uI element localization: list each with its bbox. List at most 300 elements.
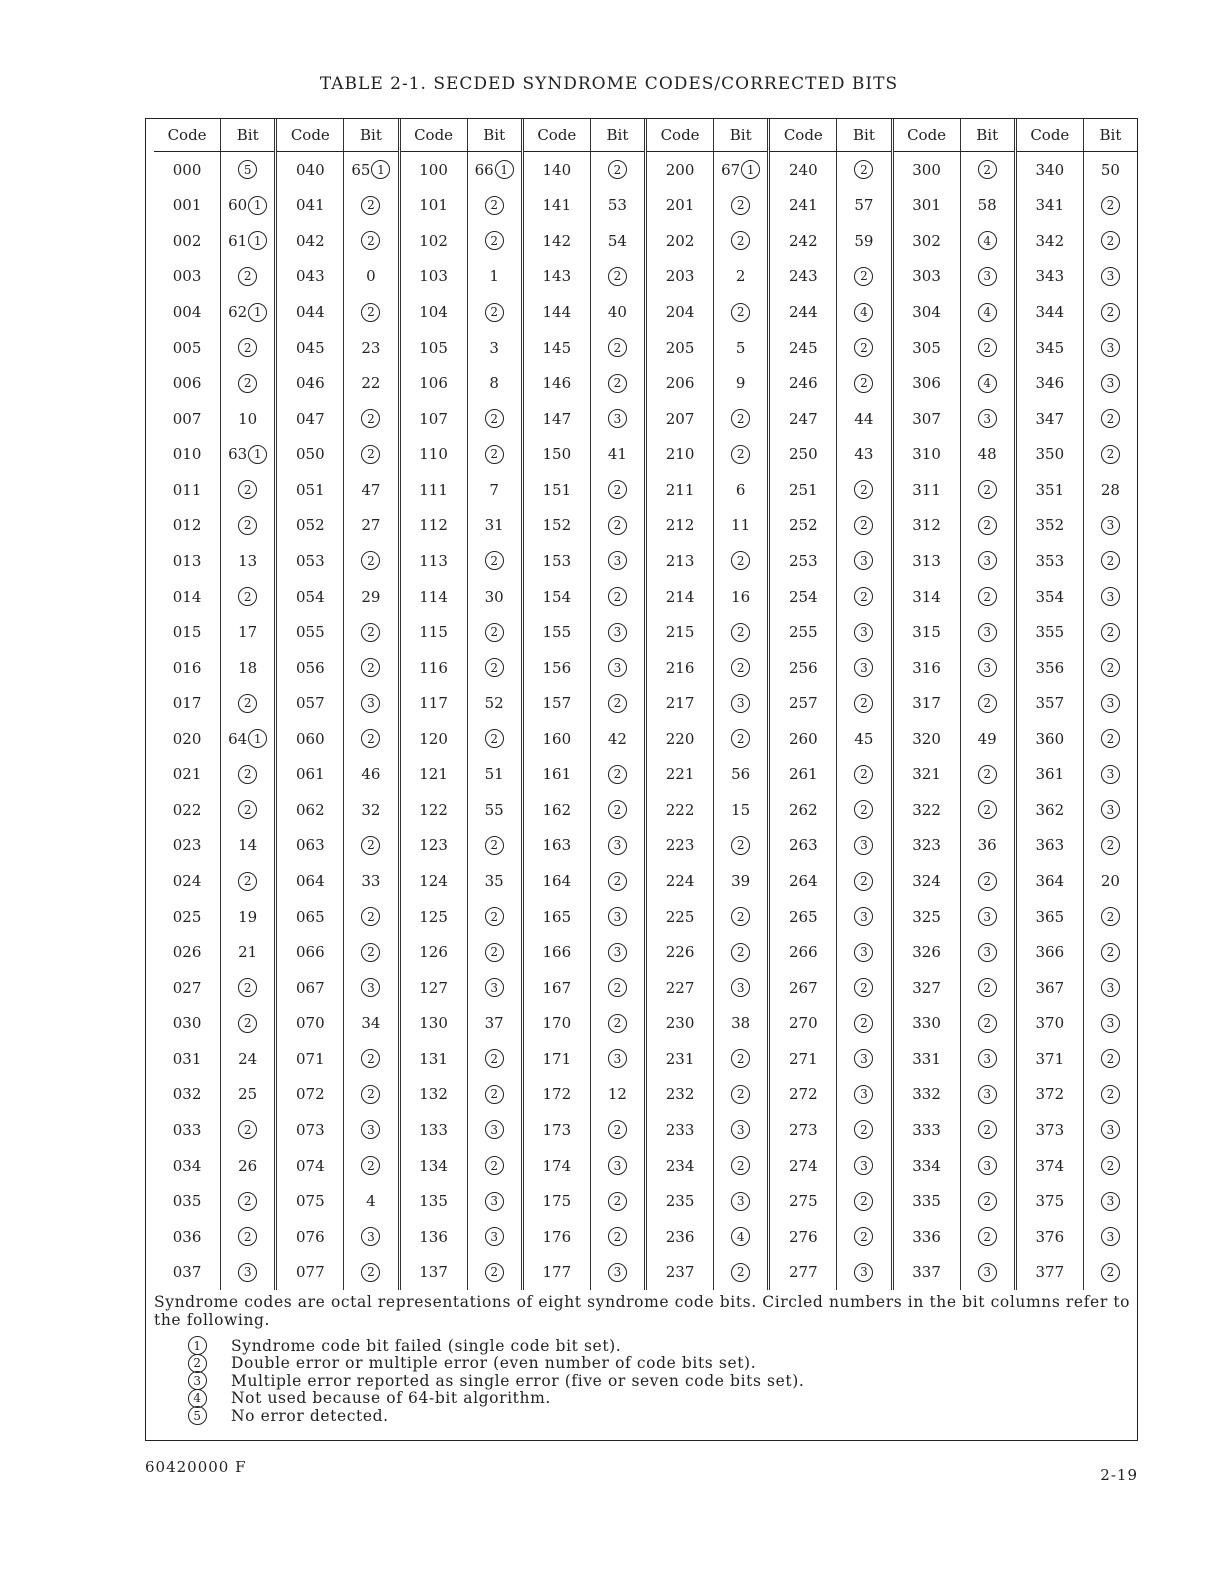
section-header (154, 119, 274, 152)
table-row (524, 294, 644, 330)
bit-cell (220, 685, 274, 721)
table-row (524, 401, 644, 437)
code-cell: 277 (788, 1263, 818, 1282)
table-row (154, 899, 274, 935)
code-cell: 126 (419, 943, 448, 962)
circled-number-2: 2 (978, 978, 997, 997)
circled-number-3: 3 (978, 658, 997, 677)
code-cell: 300 (912, 160, 941, 179)
bit-cell (590, 863, 644, 899)
code-cell: 270 (788, 1014, 818, 1033)
bit-cell (1083, 757, 1137, 793)
table-row (524, 757, 644, 793)
bit-cell (960, 1006, 1014, 1042)
bit-cell (960, 1041, 1014, 1077)
table-row (154, 508, 274, 544)
circled-number-2: 2 (485, 836, 504, 855)
circled-number-2: 2 (238, 516, 257, 535)
circled-number-3: 3 (485, 1227, 504, 1246)
table-row (277, 365, 397, 401)
table-row (401, 259, 521, 295)
circled-number-3: 3 (485, 1120, 504, 1139)
table-row (770, 472, 890, 508)
circled-number-3: 3 (854, 1085, 873, 1104)
code-cell: 131 (419, 1049, 448, 1068)
bit-cell (343, 152, 397, 188)
table-row (524, 472, 644, 508)
table-row (894, 685, 1014, 721)
code-cell: 305 (912, 338, 941, 357)
code-cell: 075 (295, 1192, 325, 1211)
table-row (154, 579, 274, 615)
bit-cell (713, 437, 767, 473)
circled-number-3: 3 (361, 1227, 380, 1246)
table-row (401, 899, 521, 935)
bit-cell (1083, 934, 1137, 970)
bit-cell (220, 472, 274, 508)
circled-number-2: 2 (854, 267, 873, 286)
circled-number-2: 2 (238, 480, 257, 499)
bit-cell (220, 365, 274, 401)
bit-cell (960, 792, 1014, 828)
bit-cell (713, 1219, 767, 1255)
table-row (894, 899, 1014, 935)
circled-number-3: 3 (854, 907, 873, 926)
code-cell: 051 (295, 480, 325, 499)
bit-cell (343, 1219, 397, 1255)
code-cell: 316 (912, 658, 941, 677)
bit-cell (467, 543, 521, 579)
table-row (524, 1006, 644, 1042)
circled-number-3: 3 (978, 551, 997, 570)
circled-number-2: 2 (361, 836, 380, 855)
code-cell: 242 (788, 231, 818, 250)
code-cell: 043 (295, 267, 325, 286)
circled-number-2: 2 (485, 943, 504, 962)
table-row (647, 1077, 767, 1113)
code-cell: 027 (172, 978, 202, 997)
bit-cell (590, 1219, 644, 1255)
bit-cell (467, 828, 521, 864)
circled-number-2: 2 (608, 267, 627, 286)
circled-legend (188, 1337, 804, 1425)
circled-number-2: 2 (1101, 658, 1120, 677)
circled-number-2: 2 (731, 1049, 750, 1068)
bit-cell (960, 614, 1014, 650)
circled-number-3: 3 (731, 1120, 750, 1139)
code-cell: 233 (665, 1120, 695, 1139)
circled-number-3: 3 (731, 1192, 750, 1211)
circled-number-1: 1 (248, 445, 267, 464)
code-cell: 217 (665, 694, 695, 713)
code-cell: 365 (1035, 907, 1065, 926)
table-note: Syndrome codes are octal representations of eight syndrome code bits. Circled numbers in the bit columns refer to the following. (154, 1293, 1131, 1329)
table-row (524, 330, 644, 366)
circled-number-3: 3 (978, 1085, 997, 1104)
bit-cell: 12 (590, 1077, 644, 1113)
bit-cell (836, 863, 890, 899)
table-row (524, 365, 644, 401)
code-cell: 127 (419, 978, 448, 997)
table-row (154, 472, 274, 508)
code-cell: 367 (1035, 978, 1065, 997)
table-row (401, 1041, 521, 1077)
table-row (1017, 650, 1137, 686)
legend-text: No error detected. (231, 1406, 389, 1425)
bit-cell (1083, 650, 1137, 686)
bit-cell: 19 (220, 899, 274, 935)
table-row (1017, 1254, 1137, 1290)
table-row (894, 152, 1014, 188)
table-row (277, 543, 397, 579)
bit-cell: 2 (713, 259, 767, 295)
circled-number-2: 2 (978, 765, 997, 784)
bit-cell (467, 1112, 521, 1148)
circled-number-3: 3 (608, 623, 627, 642)
table-row (1017, 614, 1137, 650)
code-cell: 314 (912, 587, 941, 606)
circled-number-3: 3 (978, 943, 997, 962)
circled-number-2: 2 (731, 658, 750, 677)
table-row (1017, 294, 1137, 330)
bit-cell (590, 970, 644, 1006)
circled-number-2: 2 (731, 1085, 750, 1104)
circled-number-2: 2 (854, 374, 873, 393)
code-cell: 370 (1035, 1014, 1065, 1033)
code-cell: 312 (912, 516, 941, 535)
code-cell: 164 (542, 872, 572, 891)
code-header: Code (537, 126, 577, 144)
table-row (894, 970, 1014, 1006)
table-row (277, 1219, 397, 1255)
circled-number-2: 2 (238, 800, 257, 819)
bit-cell (836, 472, 890, 508)
table-section (401, 119, 524, 1290)
table-row (154, 152, 274, 188)
circled-number-2: 2 (608, 872, 627, 891)
table-row (1017, 757, 1137, 793)
code-cell: 275 (788, 1192, 818, 1211)
table-row (1017, 543, 1137, 579)
code-cell: 132 (419, 1085, 448, 1104)
bit-cell (467, 721, 521, 757)
table-row (154, 365, 274, 401)
table-row (647, 1219, 767, 1255)
code-cell: 144 (542, 303, 572, 322)
table-row (647, 579, 767, 615)
legend-item (188, 1337, 804, 1355)
table-row (647, 863, 767, 899)
code-cell: 056 (295, 658, 325, 677)
code-cell: 203 (665, 267, 695, 286)
code-header: Code (1030, 126, 1070, 144)
bit-cell: 27 (343, 508, 397, 544)
bit-cell: 51 (467, 757, 521, 793)
bit-cell (590, 1112, 644, 1148)
page-number: 2-19 (1100, 1466, 1138, 1484)
code-cell: 013 (172, 551, 202, 570)
circled-number-3: 3 (1101, 694, 1120, 713)
code-cell: 234 (665, 1156, 695, 1175)
bit-cell (1083, 1077, 1137, 1113)
bit-cell (467, 152, 521, 188)
bit-cell (590, 330, 644, 366)
code-cell: 156 (542, 658, 572, 677)
circled-number-2: 2 (854, 1192, 873, 1211)
bit-cell: 9 (713, 365, 767, 401)
code-cell: 154 (542, 587, 572, 606)
bit-cell (836, 294, 890, 330)
table-row (154, 1183, 274, 1219)
circled-number-2: 2 (1101, 907, 1120, 926)
bit-cell (343, 1148, 397, 1184)
table-row (277, 579, 397, 615)
bit-cell: 39 (713, 863, 767, 899)
bit-cell (343, 970, 397, 1006)
table-row (647, 1148, 767, 1184)
circled-number-2: 2 (731, 196, 750, 215)
table-row (524, 1219, 644, 1255)
table-row (154, 792, 274, 828)
circled-number-3: 3 (731, 694, 750, 713)
circled-number-3: 3 (978, 409, 997, 428)
table-row (154, 685, 274, 721)
circled-number-2: 2 (238, 872, 257, 891)
table-row (647, 508, 767, 544)
bit-cell (1083, 223, 1137, 259)
circled-number-2: 2 (608, 765, 627, 784)
bit-cell (713, 401, 767, 437)
code-cell: 172 (542, 1085, 572, 1104)
bit-cell (713, 223, 767, 259)
code-cell: 363 (1035, 836, 1065, 855)
bit-cell: 45 (836, 721, 890, 757)
table-row (1017, 259, 1137, 295)
table-row (401, 828, 521, 864)
section-header (894, 119, 1014, 152)
code-cell: 377 (1035, 1263, 1065, 1282)
code-cell: 015 (172, 623, 202, 642)
bit-cell: 31 (467, 508, 521, 544)
table-row (401, 543, 521, 579)
bit-cell (590, 401, 644, 437)
table-row (770, 259, 890, 295)
circled-number-3: 3 (238, 1263, 257, 1282)
circled-number-2: 2 (978, 800, 997, 819)
table-section (524, 119, 647, 1290)
table-row (894, 188, 1014, 224)
table-row (647, 899, 767, 935)
code-cell: 044 (295, 303, 325, 322)
table-title: TABLE 2-1. SECDED SYNDROME CODES/CORRECTED BITS (319, 74, 899, 94)
table-row (277, 1148, 397, 1184)
code-cell: 160 (542, 729, 572, 748)
bit-cell (1083, 1041, 1137, 1077)
table-row (894, 579, 1014, 615)
code-cell: 353 (1035, 551, 1065, 570)
code-cell: 230 (665, 1014, 695, 1033)
circled-number-3: 3 (978, 1263, 997, 1282)
bit-cell (343, 543, 397, 579)
code-cell: 104 (419, 303, 448, 322)
table-row (401, 721, 521, 757)
bit-cell (713, 614, 767, 650)
bit-cell (590, 1148, 644, 1184)
code-cell: 317 (912, 694, 941, 713)
bit-cell (220, 152, 274, 188)
circled-number-2: 2 (1101, 1049, 1120, 1068)
table-row (277, 1006, 397, 1042)
bit-cell (713, 650, 767, 686)
circled-number-2: 2 (978, 1014, 997, 1033)
bit-cell (343, 899, 397, 935)
circled-number-2: 2 (608, 1227, 627, 1246)
table-row (401, 614, 521, 650)
bit-cell: 16 (713, 579, 767, 615)
circled-number-2: 2 (238, 374, 257, 393)
code-cell: 304 (912, 303, 941, 322)
bit-cell (590, 1183, 644, 1219)
bit-cell (590, 685, 644, 721)
code-cell: 342 (1035, 231, 1065, 250)
table-row (154, 721, 274, 757)
circled-number-1: 1 (248, 303, 267, 322)
code-cell: 167 (542, 978, 572, 997)
circled-number-3: 3 (854, 623, 873, 642)
table-row (647, 1112, 767, 1148)
bit-cell (1083, 330, 1137, 366)
code-cell: 064 (295, 872, 325, 891)
bit-header: Bit (220, 119, 274, 151)
code-header: Code (290, 126, 330, 144)
code-cell: 130 (419, 1014, 448, 1033)
code-cell: 076 (295, 1227, 325, 1246)
code-cell: 206 (665, 374, 695, 393)
circled-number-2: 2 (361, 943, 380, 962)
code-cell: 151 (542, 480, 572, 499)
table-row (770, 401, 890, 437)
bit-number: 62 (228, 303, 248, 322)
code-cell: 153 (542, 551, 572, 570)
bit-cell (1083, 294, 1137, 330)
bit-cell: 17 (220, 614, 274, 650)
table-row (1017, 934, 1137, 970)
bit-cell (960, 365, 1014, 401)
circled-number-2: 2 (608, 1014, 627, 1033)
bit-cell (713, 152, 767, 188)
bit-cell (960, 863, 1014, 899)
legend-text: Syndrome code bit failed (single code bit set). (231, 1336, 622, 1355)
table-row (154, 650, 274, 686)
syndrome-table (145, 118, 1138, 1441)
bit-cell (467, 1219, 521, 1255)
code-cell: 070 (295, 1014, 325, 1033)
table-row (277, 934, 397, 970)
circled-number-2: 2 (854, 872, 873, 891)
table-row (277, 1077, 397, 1113)
code-cell: 235 (665, 1192, 695, 1211)
legend-text: Double error or multiple error (even number of code bits set). (231, 1354, 757, 1373)
bit-cell (1083, 614, 1137, 650)
table-row (770, 152, 890, 188)
code-cell: 244 (788, 303, 818, 322)
code-cell: 227 (665, 978, 695, 997)
code-cell: 245 (788, 338, 818, 357)
table-row (154, 757, 274, 793)
section-header (1017, 119, 1137, 152)
bit-cell: 59 (836, 223, 890, 259)
circled-number-2: 2 (361, 1085, 380, 1104)
code-cell: 061 (295, 765, 325, 784)
table-row (277, 1041, 397, 1077)
section-header (647, 119, 767, 152)
bit-cell: 32 (343, 792, 397, 828)
bit-cell (713, 970, 767, 1006)
table-row (401, 757, 521, 793)
code-cell: 207 (665, 409, 695, 428)
code-cell: 350 (1035, 445, 1065, 464)
table-row (277, 401, 397, 437)
code-cell: 115 (419, 623, 448, 642)
bit-cell (220, 757, 274, 793)
table-row (894, 1254, 1014, 1290)
bit-cell (467, 1183, 521, 1219)
bit-cell (960, 1183, 1014, 1219)
bit-cell (713, 899, 767, 935)
bit-cell (713, 188, 767, 224)
table-row (647, 259, 767, 295)
circled-number-2: 2 (238, 978, 257, 997)
table-row (770, 934, 890, 970)
table-row (1017, 579, 1137, 615)
table-row (1017, 401, 1137, 437)
circled-number-2: 2 (361, 409, 380, 428)
circled-number-4: 4 (731, 1227, 750, 1246)
table-row (770, 1006, 890, 1042)
code-cell: 236 (665, 1227, 695, 1246)
bit-header: Bit (467, 119, 521, 151)
code-cell: 036 (172, 1227, 202, 1246)
table-row (401, 685, 521, 721)
code-cell: 032 (172, 1085, 202, 1104)
bit-cell (220, 437, 274, 473)
table-row (524, 1148, 644, 1184)
table-row (894, 1077, 1014, 1113)
table-row (1017, 223, 1137, 259)
code-cell: 022 (172, 800, 202, 819)
circled-number-2: 2 (361, 907, 380, 926)
circled-number-2: 2 (485, 623, 504, 642)
circled-number-2: 2 (854, 1014, 873, 1033)
code-cell: 112 (419, 516, 448, 535)
bit-cell (220, 970, 274, 1006)
circled-number-2: 2 (1101, 445, 1120, 464)
table-row (401, 1148, 521, 1184)
code-cell: 157 (542, 694, 572, 713)
code-cell: 374 (1035, 1156, 1065, 1175)
circled-number-4: 4 (188, 1389, 207, 1408)
table-row (894, 223, 1014, 259)
circled-number-2: 2 (978, 1120, 997, 1139)
table-row (1017, 365, 1137, 401)
legend-item (188, 1355, 804, 1373)
circled-number-2: 2 (854, 694, 873, 713)
bit-cell (960, 294, 1014, 330)
circled-number-2: 2 (608, 516, 627, 535)
table-row (154, 614, 274, 650)
code-cell: 327 (912, 978, 941, 997)
code-cell: 205 (665, 338, 695, 357)
